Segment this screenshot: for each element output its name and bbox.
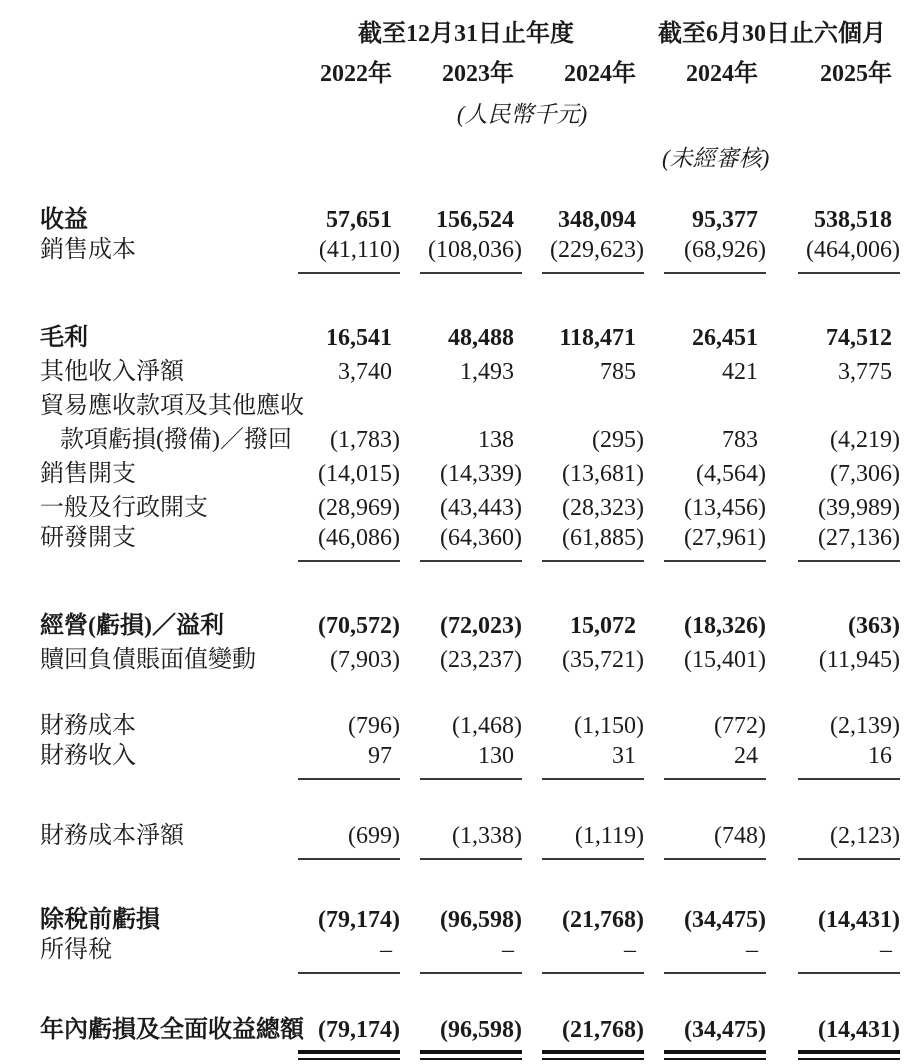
row-label: 一般及行政開支 [40,495,208,522]
cell-value: (43,443) [440,495,522,522]
cell-value: – [288,934,400,980]
cell-value: (108,036) [400,234,522,280]
cell-value: (13,681) [562,461,644,488]
row-income-tax [40,934,900,980]
row-label: 研發開支 [40,525,136,552]
cell-value: (64,360) [400,522,522,568]
empty-cell [40,48,288,88]
cell-value: 3,775 [838,359,892,386]
row-label: 收益 [40,207,88,234]
row-revenue [40,200,900,234]
unit-note: (人民幣千元) [456,102,588,128]
empty-cell [766,128,900,172]
row-label: 所得稅 [40,937,112,964]
cell-value: 156,524 [436,207,514,234]
section-spacer [40,674,900,706]
cell-value: 783 [722,427,758,454]
empty-cell [40,88,400,128]
cell-value: (23,237) [440,647,522,674]
empty-cell [40,10,288,48]
row-operating-loss-profit [40,606,900,640]
cell-value: (21,768) [522,1012,644,1064]
cell-value: 118,471 [559,325,636,352]
audit-note: (未經審核) [662,146,770,172]
row-label: 贖回負債賬面值變動 [40,647,256,674]
period-header-annual: 截至12月31日止年度 [358,21,574,48]
cell-value [644,386,766,420]
cell-value: 16 [766,740,900,786]
cell-value: 31 [522,740,644,786]
cell-value: (1,338) [400,820,522,866]
cell-value: 48,488 [448,325,514,352]
cell-value: (28,969) [318,495,400,522]
row-admin-expenses [40,488,900,522]
cell-value: 785 [600,359,636,386]
cell-value: (1,119) [522,820,644,866]
row-net-finance-costs [40,820,900,866]
row-rd-expenses [40,522,900,568]
cell-value: – [522,934,644,980]
row-label: 財務收入 [40,743,136,770]
row-label: 除稅前虧損 [40,907,160,934]
cell-value: – [400,934,522,980]
cell-value: (4,564) [696,461,766,488]
row-label: 款項虧損(撥備)／撥回 [60,427,292,454]
cell-value: (229,623) [522,234,644,280]
cell-value: (1,783) [330,427,400,454]
row-trade-receivables-line1 [40,386,900,420]
cell-value: (41,110) [288,234,400,280]
cell-value: (14,015) [318,461,400,488]
cell-value: (7,903) [330,647,400,674]
cell-value: (79,174) [288,1012,400,1064]
section-spacer [40,568,900,606]
row-cost-of-sales [40,234,900,280]
row-gross-profit [40,318,900,352]
year-header-2022: 2022年 [320,61,392,88]
audit-note-row [40,128,900,172]
cell-value: (11,945) [818,647,900,674]
row-other-net-income [40,352,900,386]
year-header-2023: 2023年 [442,61,514,88]
cell-value: (28,323) [562,495,644,522]
cell-value: 95,377 [692,207,758,234]
cell-value: 130 [400,740,522,786]
period-header-interim: 截至6月30日止六個月 [658,21,886,48]
year-header-2024-interim: 2024年 [686,61,758,88]
cell-value [400,386,522,420]
cell-value: (72,023) [440,613,522,640]
cell-value: (15,401) [684,647,766,674]
cell-value: (27,961) [644,522,766,568]
row-label: 財務成本淨額 [40,823,184,850]
cell-value: (70,572) [318,613,400,640]
cell-value: (18,326) [684,613,766,640]
cell-value: 538,518 [814,207,892,234]
cell-value: (7,306) [830,461,900,488]
section-spacer [40,280,900,318]
section-spacer [40,980,900,1012]
income-statement-table [40,10,900,1064]
unit-note-row [40,88,900,128]
cell-value: 138 [478,427,514,454]
cell-value: (34,475) [644,1012,766,1064]
year-header-2025-interim: 2025年 [820,61,892,88]
row-finance-income [40,740,900,786]
cell-value: (464,006) [766,234,900,280]
period-header-row [40,10,900,48]
cell-value: (79,174) [318,907,400,934]
year-header-row [40,48,900,88]
cell-value: 1,493 [460,359,514,386]
cell-value: (96,598) [440,907,522,934]
row-label: 其他收入淨額 [40,359,184,386]
row-selling-expenses [40,454,900,488]
cell-value: (39,989) [818,495,900,522]
cell-value: (4,219) [830,427,900,454]
cell-value: (748) [644,820,766,866]
cell-value: 3,740 [338,359,392,386]
row-label: 財務成本 [40,713,136,740]
cell-value: (1,468) [452,713,522,740]
cell-value: (35,721) [562,647,644,674]
cell-value: 16,541 [326,325,392,352]
cell-value [288,386,400,420]
row-label: 毛利 [40,325,88,352]
empty-cell [40,128,644,172]
row-trade-receivables-line2 [40,420,900,454]
cell-value: (2,123) [766,820,900,866]
cell-value: 421 [722,359,758,386]
cell-value: 15,072 [570,613,636,640]
cell-value: (1,150) [574,713,644,740]
cell-value [766,386,900,420]
cell-value: – [766,934,900,980]
cell-value: (363) [848,613,900,640]
cell-value: (796) [348,713,400,740]
cell-value: 26,451 [692,325,758,352]
row-label: 年內虧損及全面收益總額 [40,1017,304,1044]
cell-value: (34,475) [684,907,766,934]
cell-value: (14,431) [766,1012,900,1064]
cell-value [522,386,644,420]
cell-value: (21,768) [562,907,644,934]
cell-value: (14,431) [818,907,900,934]
cell-value: (96,598) [400,1012,522,1064]
section-spacer [40,786,900,820]
row-finance-costs [40,706,900,740]
cell-value: (27,136) [766,522,900,568]
row-redemption-liability-change [40,640,900,674]
cell-value: (13,456) [684,495,766,522]
cell-value: (68,926) [644,234,766,280]
cell-value: 57,651 [326,207,392,234]
row-total-comprehensive-loss [40,1012,900,1064]
cell-value: (772) [714,713,766,740]
row-label: 經營(虧損)／溢利 [40,613,224,640]
cell-value: 74,512 [826,325,892,352]
cell-value: (46,086) [288,522,400,568]
cell-value: (61,885) [522,522,644,568]
row-label: 銷售成本 [40,237,136,264]
year-header-2024: 2024年 [564,61,636,88]
empty-cell [644,88,900,128]
cell-value: 97 [288,740,400,786]
section-spacer [40,866,900,900]
cell-value: (2,139) [830,713,900,740]
cell-value: (699) [288,820,400,866]
row-label: 銷售開支 [40,461,136,488]
cell-value: 348,094 [558,207,636,234]
cell-value: – [644,934,766,980]
row-label: 貿易應收款項及其他應收 [40,393,304,420]
section-spacer [40,172,900,200]
row-loss-before-tax [40,900,900,934]
cell-value: (295) [592,427,644,454]
cell-value: 24 [644,740,766,786]
cell-value: (14,339) [440,461,522,488]
